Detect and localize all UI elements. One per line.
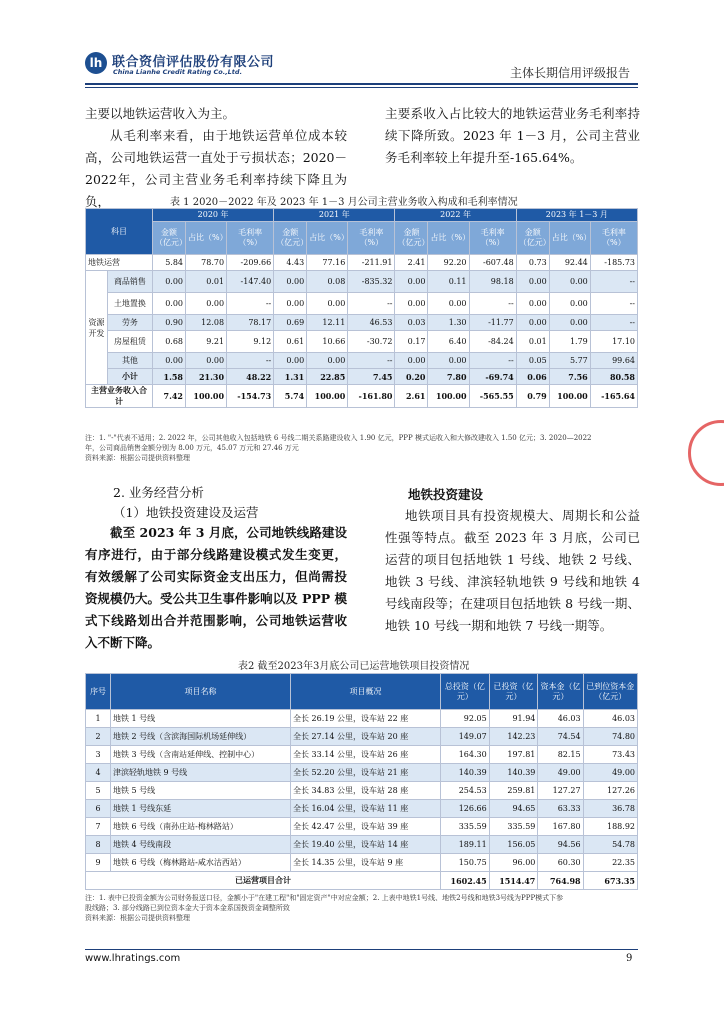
table-cell: 99.64 bbox=[590, 353, 637, 369]
right-paragraph-1: 主要系收入占比较大的地铁运营业务毛利率持续下降所致。2023 年 1－3 月，公司主营业务毛利率较上年提升至-165.64%。 bbox=[385, 106, 640, 165]
table-cell: 5.74 bbox=[274, 385, 307, 408]
table-row bbox=[86, 818, 638, 836]
project-name: 津滨轻轨地铁 9 号线 bbox=[111, 764, 291, 782]
project-overview: 全长 19.40 公里，设车站 14 座 bbox=[291, 836, 441, 854]
table-cell: -211.91 bbox=[348, 255, 395, 271]
company-name-cn: 联合资信评估股份有限公司 bbox=[112, 55, 275, 70]
table-row bbox=[86, 710, 638, 728]
table-cell: 7.56 bbox=[549, 369, 590, 385]
table-cell: 49.00 bbox=[538, 764, 583, 782]
right-section-paragraph: 地铁项目具有投资规模大、周期长和公益性强等特点。截至 2023 年 3 月底，公司已运营的项目包括地铁 1 号线、地铁 2 号线、地铁 3 号线、津滨轻轨地铁 9 号线和地铁 4 号线南段等；在建项目包括地铁 8 号线一期、地铁 10 号线一期和地铁 7 号线一期等。 bbox=[385, 508, 640, 633]
table-cell: 7.45 bbox=[348, 369, 395, 385]
table2-source: 资料来源：根据公司提供资料整理 bbox=[85, 914, 190, 922]
table-cell: 60.30 bbox=[538, 854, 583, 872]
table-cell: 127.26 bbox=[583, 782, 637, 800]
revenue-table bbox=[85, 208, 638, 408]
project-overview: 全长 52.20 公里，设车站 21 座 bbox=[291, 764, 441, 782]
table-cell: 36.78 bbox=[583, 800, 637, 818]
table-cell: 2.61 bbox=[395, 385, 428, 408]
table-cell: 6.40 bbox=[428, 331, 469, 353]
table-row bbox=[86, 836, 638, 854]
table-cell: 77.16 bbox=[307, 255, 348, 271]
footer-divider bbox=[85, 949, 638, 950]
table-cell: 0.73 bbox=[516, 255, 549, 271]
table-cell: 0.00 bbox=[549, 293, 590, 315]
table1-source: 资料来源：根据公司提供资料整理 bbox=[85, 454, 190, 462]
table1-period-header: 2020 年 bbox=[153, 209, 274, 222]
table-cell: 0.00 bbox=[274, 353, 307, 369]
table-row bbox=[86, 764, 638, 782]
row-label: 小计 bbox=[107, 369, 152, 385]
row-number: 9 bbox=[86, 854, 111, 872]
table-row bbox=[86, 315, 638, 331]
table2-header: 资本金（亿元） bbox=[538, 674, 583, 710]
table-cell: 149.07 bbox=[441, 728, 490, 746]
table-cell: 164.30 bbox=[441, 746, 490, 764]
table-cell: 188.92 bbox=[583, 818, 637, 836]
row-label: 主营业务收入合计 bbox=[86, 385, 153, 408]
table2-header: 项目名称 bbox=[111, 674, 291, 710]
table-cell: 100.00 bbox=[307, 385, 348, 408]
row-number: 8 bbox=[86, 836, 111, 854]
table-cell: -69.74 bbox=[469, 369, 516, 385]
table1-amount-header: 金额（亿元） bbox=[516, 222, 549, 255]
project-overview: 全长 14.35 公里，设车站 9 座 bbox=[291, 854, 441, 872]
table-cell: 92.05 bbox=[441, 710, 490, 728]
project-name: 地铁 6 号线（梅林路站-咸水沽西站） bbox=[111, 854, 291, 872]
table-cell: 80.58 bbox=[590, 369, 637, 385]
table-cell: 0.00 bbox=[186, 353, 227, 369]
section-heading: 2. 业务经营分析 bbox=[113, 485, 204, 500]
table-cell: 150.75 bbox=[441, 854, 490, 872]
table-cell: 140.39 bbox=[489, 764, 538, 782]
table-cell: 0.90 bbox=[153, 315, 186, 331]
right-section-heading: 地铁投资建设 bbox=[408, 487, 484, 502]
table-cell: 4.43 bbox=[274, 255, 307, 271]
table1-share-header: 占比（%） bbox=[428, 222, 469, 255]
table-cell: 0.00 bbox=[307, 353, 348, 369]
table-cell: 1.79 bbox=[549, 331, 590, 353]
table-cell: -- bbox=[590, 293, 637, 315]
table1-subject-header: 科目 bbox=[86, 209, 153, 255]
left-paragraph-2: 从毛利率来看，由于地铁运营单位成本较高，公司地铁运营一直处于亏损状态；2020－2022年，公司主营业务毛利率持续下降且为负， bbox=[85, 128, 347, 209]
row-label: 其他 bbox=[107, 353, 152, 369]
table-cell: 254.53 bbox=[441, 782, 490, 800]
table-cell: -- bbox=[227, 353, 274, 369]
table-cell: 21.30 bbox=[186, 369, 227, 385]
table-cell: -- bbox=[348, 293, 395, 315]
table-row bbox=[86, 255, 638, 271]
table-cell: 7.42 bbox=[153, 385, 186, 408]
table1-margin-header: 毛利率（%） bbox=[590, 222, 637, 255]
table-cell: 92.44 bbox=[549, 255, 590, 271]
table-row bbox=[86, 800, 638, 818]
table-cell: 0.61 bbox=[274, 331, 307, 353]
table-cell: 100.00 bbox=[549, 385, 590, 408]
table-cell: 22.35 bbox=[583, 854, 637, 872]
row-number: 2 bbox=[86, 728, 111, 746]
table-cell: 0.08 bbox=[307, 271, 348, 293]
table-cell: 156.05 bbox=[489, 836, 538, 854]
table2-header: 已投资（亿元） bbox=[489, 674, 538, 710]
row-label: 劳务 bbox=[107, 315, 152, 331]
table-cell: 0.68 bbox=[153, 331, 186, 353]
table-cell: 126.66 bbox=[441, 800, 490, 818]
header-divider bbox=[85, 83, 638, 85]
table-cell: 12.11 bbox=[307, 315, 348, 331]
table-cell: 259.81 bbox=[489, 782, 538, 800]
table-cell: 335.59 bbox=[441, 818, 490, 836]
table-cell: 0.11 bbox=[428, 271, 469, 293]
table-cell: 335.59 bbox=[489, 818, 538, 836]
table1-period-header: 2023 年 1－3 月 bbox=[516, 209, 637, 222]
project-name: 地铁 4 号线南段 bbox=[111, 836, 291, 854]
table-cell: 167.80 bbox=[538, 818, 583, 836]
table-cell: 100.00 bbox=[186, 385, 227, 408]
table-cell: 46.53 bbox=[348, 315, 395, 331]
table1-margin-header: 毛利率（%） bbox=[469, 222, 516, 255]
table-cell: -154.73 bbox=[227, 385, 274, 408]
section-sub-heading: （1）地铁投资建设及运营 bbox=[113, 505, 259, 520]
table-cell: 0.00 bbox=[153, 293, 186, 315]
table2-caption: 表2 截至2023年3月底公司已运营地铁项目投资情况 bbox=[238, 661, 470, 672]
project-name: 地铁 2 号线（含滨海国际机场延伸线） bbox=[111, 728, 291, 746]
table-cell: 7.80 bbox=[428, 369, 469, 385]
table2-note-2: 股线路；3. 部分线路已到位资本金大于资本金系国拨资金调整所致 bbox=[85, 904, 290, 912]
company-name-en: China Lianhe Credit Rating Co.,Ltd. bbox=[113, 68, 243, 76]
table1-caption: 表 1 2020－2022 年及 2023 年 1－3 月公司主营业务收入构成和毛利率情况 bbox=[170, 197, 518, 208]
table-cell: 127.27 bbox=[538, 782, 583, 800]
table-cell: -165.64 bbox=[590, 385, 637, 408]
row-number: 5 bbox=[86, 782, 111, 800]
table-cell: 2.41 bbox=[395, 255, 428, 271]
table-cell: 100.00 bbox=[428, 385, 469, 408]
table-cell: 0.00 bbox=[274, 293, 307, 315]
total-cell: 673.35 bbox=[583, 872, 637, 890]
table1-margin-header: 毛利率（%） bbox=[348, 222, 395, 255]
table-cell: 0.69 bbox=[274, 315, 307, 331]
table-cell: 73.43 bbox=[583, 746, 637, 764]
table-cell: 0.79 bbox=[516, 385, 549, 408]
page-number: 9 bbox=[626, 953, 633, 964]
table1-period-header: 2021 年 bbox=[274, 209, 395, 222]
table1-share-header: 占比（%） bbox=[307, 222, 348, 255]
row-label: 土地置换 bbox=[107, 293, 152, 315]
table1-share-header: 占比（%） bbox=[549, 222, 590, 255]
report-type: 主体长期信用评级报告 bbox=[510, 66, 631, 80]
footer-url[interactable]: www.lhratings.com bbox=[85, 953, 181, 964]
table1-note-1: 注：1. "-"代表不适用；2. 2022 年，公司其他收入包括地铁 6 号线二期关系路建设收入 1.90 亿元，PPP 模式运收入和大修改建收入 1.50 亿元；3. 2020—2022 bbox=[85, 434, 592, 442]
row-label: 地铁运营 bbox=[86, 255, 153, 271]
table-cell: 0.00 bbox=[516, 271, 549, 293]
table-cell: 91.94 bbox=[489, 710, 538, 728]
project-name: 地铁 3 号线（含南站延伸线、控制中心） bbox=[111, 746, 291, 764]
row-number: 7 bbox=[86, 818, 111, 836]
table-cell: 0.00 bbox=[516, 293, 549, 315]
table-cell: 0.00 bbox=[307, 293, 348, 315]
table-cell: 74.80 bbox=[583, 728, 637, 746]
table-cell: 0.00 bbox=[428, 293, 469, 315]
seal-stamp bbox=[688, 420, 724, 486]
project-overview: 全长 33.14 公里，设车站 26 座 bbox=[291, 746, 441, 764]
table-cell: 0.01 bbox=[186, 271, 227, 293]
project-overview: 全长 42.47 公里，设车站 39 座 bbox=[291, 818, 441, 836]
table-cell: -209.66 bbox=[227, 255, 274, 271]
table-cell: 140.39 bbox=[441, 764, 490, 782]
table-cell: 0.00 bbox=[395, 353, 428, 369]
table-cell: -607.48 bbox=[469, 255, 516, 271]
project-name: 地铁 6 号线（南孙庄站-梅林路站） bbox=[111, 818, 291, 836]
table-cell: 0.00 bbox=[428, 353, 469, 369]
table-cell: -- bbox=[469, 293, 516, 315]
row-label: 商品销售 bbox=[107, 271, 152, 293]
row-number: 6 bbox=[86, 800, 111, 818]
table1-amount-header: 金额（亿元） bbox=[274, 222, 307, 255]
table-cell: -161.80 bbox=[348, 385, 395, 408]
table-cell: 10.66 bbox=[307, 331, 348, 353]
table-row bbox=[86, 782, 638, 800]
table-cell: 74.54 bbox=[538, 728, 583, 746]
table-cell: 1.31 bbox=[274, 369, 307, 385]
table2-header: 项目概况 bbox=[291, 674, 441, 710]
total-cell: 764.98 bbox=[538, 872, 583, 890]
project-overview: 全长 26.19 公里，设车站 22 座 bbox=[291, 710, 441, 728]
table-cell: 17.10 bbox=[590, 331, 637, 353]
table-cell: 22.85 bbox=[307, 369, 348, 385]
group-label: 资源开发 bbox=[86, 271, 108, 385]
company-logo: lh bbox=[85, 52, 107, 74]
project-name: 地铁 1 号线东延 bbox=[111, 800, 291, 818]
table-cell: 48.22 bbox=[227, 369, 274, 385]
table-cell: 98.18 bbox=[469, 271, 516, 293]
table1-period-header: 2022 年 bbox=[395, 209, 516, 222]
table2-header: 已到位资本金（亿元） bbox=[583, 674, 637, 710]
project-overview: 全长 27.14 公里，设车站 20 座 bbox=[291, 728, 441, 746]
total-cell: 1514.47 bbox=[489, 872, 538, 890]
table-cell: 1.58 bbox=[153, 369, 186, 385]
total-label: 已运营项目合计 bbox=[86, 872, 441, 890]
table-cell: -147.40 bbox=[227, 271, 274, 293]
table-cell: 5.77 bbox=[549, 353, 590, 369]
table-cell: 197.81 bbox=[489, 746, 538, 764]
table-cell: 0.17 bbox=[395, 331, 428, 353]
table-cell: -30.72 bbox=[348, 331, 395, 353]
table-cell: 0.00 bbox=[549, 315, 590, 331]
table-cell: 0.00 bbox=[395, 293, 428, 315]
table-row bbox=[86, 271, 638, 293]
table-cell: 9.21 bbox=[186, 331, 227, 353]
table-cell: 0.00 bbox=[186, 293, 227, 315]
table-cell: 92.20 bbox=[428, 255, 469, 271]
table1-amount-header: 金额（亿元） bbox=[395, 222, 428, 255]
table-cell: 0.20 bbox=[395, 369, 428, 385]
table-cell: 5.84 bbox=[153, 255, 186, 271]
table-cell: -- bbox=[590, 271, 637, 293]
table-row bbox=[86, 353, 638, 369]
table1-note-2: 年，公司商品销售金额分别为 8.00 万元，45.07 万元和 27.46 万元 bbox=[85, 444, 299, 452]
table-cell: -- bbox=[469, 353, 516, 369]
table-cell: 0.00 bbox=[153, 353, 186, 369]
table1-margin-header: 毛利率（%） bbox=[227, 222, 274, 255]
project-overview: 全长 34.83 公里，设车站 28 座 bbox=[291, 782, 441, 800]
table-cell: 9.12 bbox=[227, 331, 274, 353]
table-cell: 82.15 bbox=[538, 746, 583, 764]
table-cell: 0.00 bbox=[153, 271, 186, 293]
table-cell: 78.17 bbox=[227, 315, 274, 331]
table-row bbox=[86, 854, 638, 872]
total-row bbox=[86, 872, 638, 890]
project-name: 地铁 5 号线 bbox=[111, 782, 291, 800]
project-overview: 全长 16.04 公里，设车站 11 座 bbox=[291, 800, 441, 818]
table-cell: -- bbox=[348, 353, 395, 369]
table-cell: 46.03 bbox=[583, 710, 637, 728]
table-cell: -- bbox=[590, 315, 637, 331]
table2-header: 总投资（亿元） bbox=[441, 674, 490, 710]
table-cell: 1.30 bbox=[428, 315, 469, 331]
table-cell: 12.08 bbox=[186, 315, 227, 331]
table-row bbox=[86, 369, 638, 385]
table-row bbox=[86, 385, 638, 408]
table-cell: 94.56 bbox=[538, 836, 583, 854]
table2-note-1: 注：1. 表中已投资金额为公司财务报送口径，金额小于"在建工程"和"固定资产"中对应金额；2. 上表中地铁1号线、地铁2号线和地铁3号线为PPP模式下参 bbox=[85, 894, 564, 902]
table-row bbox=[86, 331, 638, 353]
table-cell: -84.24 bbox=[469, 331, 516, 353]
table-cell: 0.00 bbox=[395, 271, 428, 293]
project-name: 地铁 1 号线 bbox=[111, 710, 291, 728]
row-number: 3 bbox=[86, 746, 111, 764]
investment-table bbox=[85, 673, 638, 890]
table-cell: 0.00 bbox=[549, 271, 590, 293]
row-number: 4 bbox=[86, 764, 111, 782]
table-cell: 96.00 bbox=[489, 854, 538, 872]
table-cell: 142.23 bbox=[489, 728, 538, 746]
total-cell: 1602.45 bbox=[441, 872, 490, 890]
table1-amount-header: 金额（亿元） bbox=[153, 222, 186, 255]
table-cell: 94.65 bbox=[489, 800, 538, 818]
table-cell: -- bbox=[227, 293, 274, 315]
table-cell: 63.33 bbox=[538, 800, 583, 818]
table-row bbox=[86, 746, 638, 764]
table-cell: -565.55 bbox=[469, 385, 516, 408]
table-cell: -11.77 bbox=[469, 315, 516, 331]
table-cell: 49.00 bbox=[583, 764, 637, 782]
table-cell: 0.00 bbox=[516, 315, 549, 331]
table1-share-header: 占比（%） bbox=[186, 222, 227, 255]
table-cell: 0.03 bbox=[395, 315, 428, 331]
table-row bbox=[86, 293, 638, 315]
table-row bbox=[86, 728, 638, 746]
table-cell: 46.03 bbox=[538, 710, 583, 728]
table-cell: 54.78 bbox=[583, 836, 637, 854]
left-paragraph-1: 主要以地铁运营收入为主。 bbox=[85, 106, 236, 121]
table-cell: 0.00 bbox=[274, 271, 307, 293]
row-label: 房屋租赁 bbox=[107, 331, 152, 353]
table-cell: 0.05 bbox=[516, 353, 549, 369]
table2-header: 序号 bbox=[86, 674, 111, 710]
table-cell: 0.06 bbox=[516, 369, 549, 385]
table-cell: -185.73 bbox=[590, 255, 637, 271]
table-cell: 78.70 bbox=[186, 255, 227, 271]
section-summary: 截至 2023 年 3 月底，公司地铁线路建设有序进行，由于部分线路建设模式发生变更，有效缓解了公司实际资金支出压力，但尚需投资规模仍大。受公共卫生事件影响以及 PPP 模式下线路划出合并范围影响，公司地铁运营收入不断下降。 bbox=[85, 525, 347, 650]
row-number: 1 bbox=[86, 710, 111, 728]
table-cell: 189.11 bbox=[441, 836, 490, 854]
table-cell: -835.32 bbox=[348, 271, 395, 293]
header-divider-thin bbox=[85, 87, 638, 88]
table-cell: 0.01 bbox=[516, 331, 549, 353]
